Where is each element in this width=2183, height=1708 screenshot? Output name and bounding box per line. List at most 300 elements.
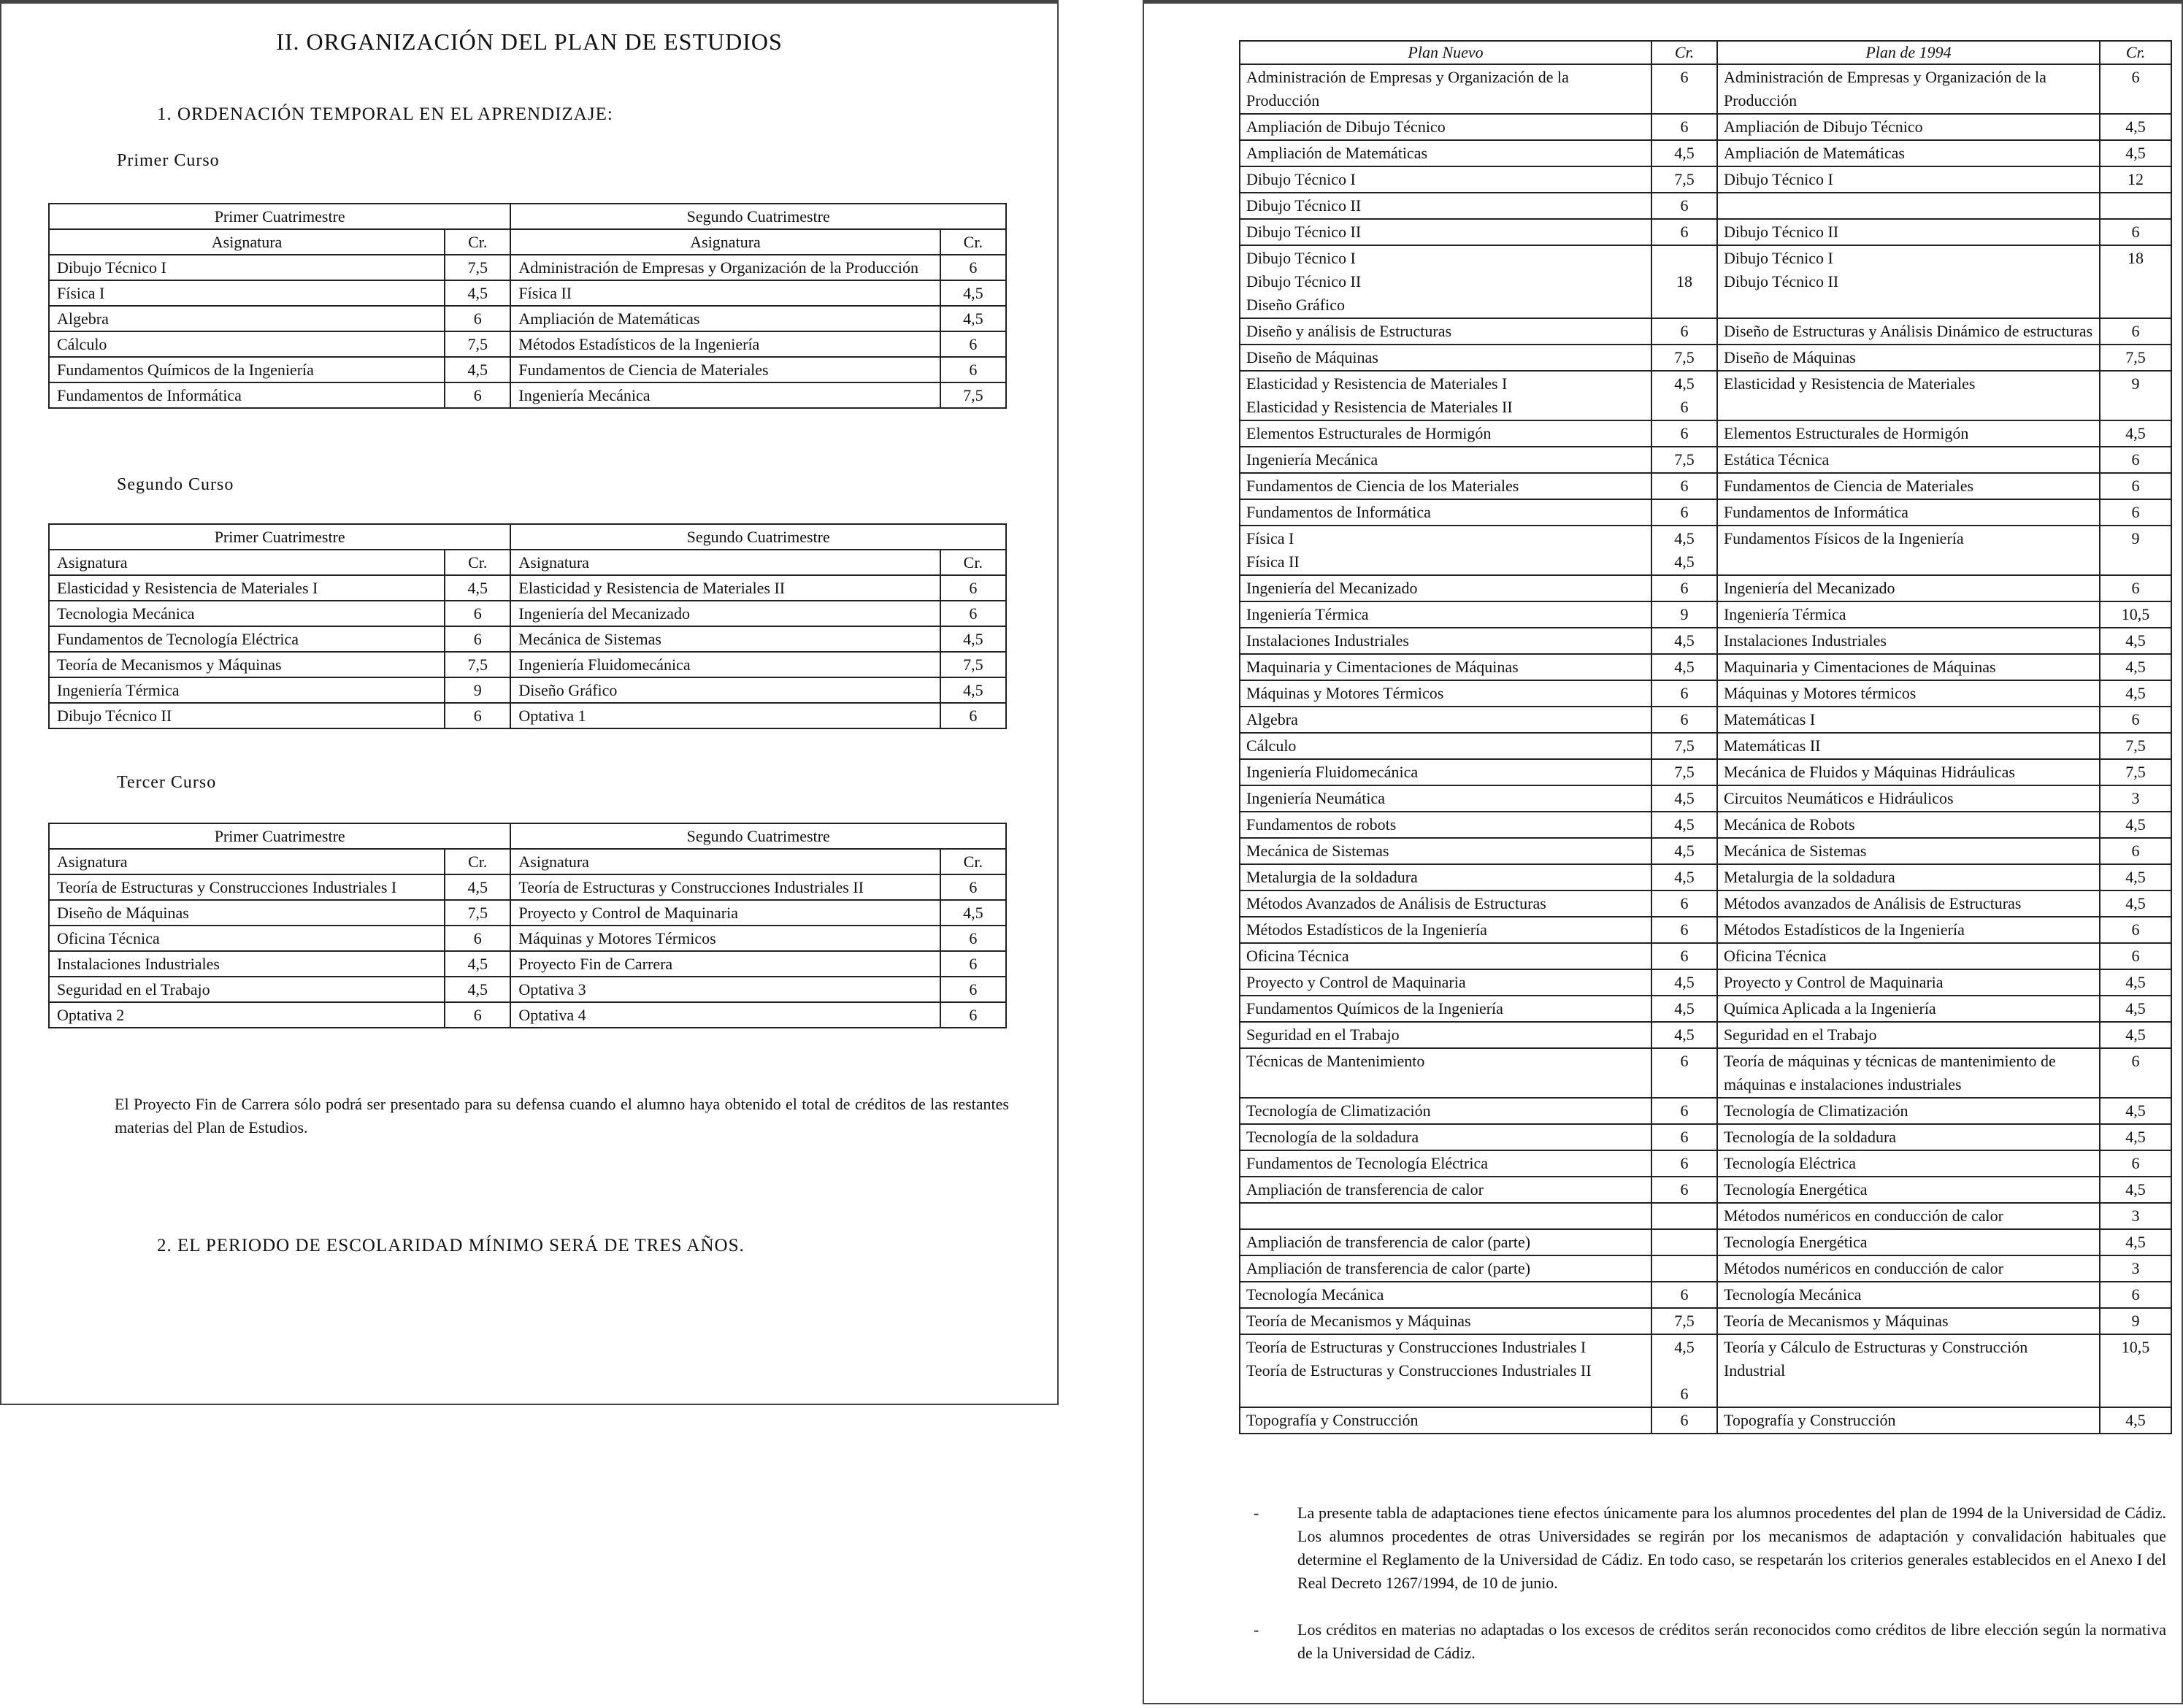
new-subject-cell: Topografía y Construcción (1240, 1407, 1651, 1434)
old-subject-cell: Métodos numéricos en conducción de calor (1717, 1203, 2100, 1229)
old-subject-cell: Mecánica de Robots (1717, 812, 2100, 838)
subject-cell: Fundamentos Químicos de la Ingeniería (49, 357, 445, 382)
new-credits-cell: 6 (1651, 420, 1717, 447)
old-credits-cell: 4,5 (2100, 1229, 2171, 1255)
credits-cell: 4,5 (445, 874, 510, 900)
old-subject-cell: Tecnología Energética (1717, 1229, 2100, 1255)
old-credits-cell: 6 (2100, 473, 2171, 499)
table-row (1240, 943, 2171, 969)
old-subject-cell: Tecnología de la soldadura (1717, 1124, 2100, 1150)
table-row (1240, 345, 2171, 371)
new-subject-cell: Proyecto y Control de Maquinaria (1240, 969, 1651, 996)
table-row (1240, 628, 2171, 654)
subject-cell: Ingeniería del Mecanizado (510, 601, 940, 626)
old-subject-cell: Circuitos Neumáticos e Hidráulicos (1717, 785, 2100, 812)
table-row (1240, 473, 2171, 499)
table-row (1240, 996, 2171, 1022)
subject-cell: Teoría de Estructuras y Construcciones Industriales II (510, 874, 940, 900)
table-row (1240, 499, 2171, 526)
credits-cell: 7,5 (940, 382, 1006, 408)
term-header-row (49, 823, 1006, 849)
table-row (49, 255, 1006, 280)
notes-list (1254, 1501, 2166, 1688)
table-row (1240, 166, 2171, 193)
old-credits-cell: 4,5 (2100, 1098, 2171, 1124)
table-row (1240, 812, 2171, 838)
table-row (49, 306, 1006, 331)
table-row (49, 951, 1006, 977)
subject-cell: Dibujo Técnico II (49, 703, 445, 728)
subject-cell: Mecánica de Sistemas (510, 626, 940, 652)
column-header-credits: Cr. (940, 550, 1006, 575)
new-credits-cell: 4,5 (1651, 812, 1717, 838)
new-subject-cell: Elementos Estructurales de Hormigón (1240, 420, 1651, 447)
course-title-3: Tercer Curso (117, 773, 217, 792)
new-credits-cell: 7,5 (1651, 166, 1717, 193)
column-header-credits: Cr. (445, 849, 510, 874)
column-header-subject: Asignatura (49, 849, 445, 874)
table-row (1240, 1124, 2171, 1150)
subject-cell: Métodos Estadísticos de la Ingeniería (510, 331, 940, 357)
old-subject-cell: Ingeniería del Mecanizado (1717, 575, 2100, 601)
table-row (1240, 140, 2171, 166)
old-credits-cell: 4,5 (2100, 996, 2171, 1022)
subject-cell: Proyecto y Control de Maquinaria (510, 900, 940, 926)
old-credits-cell: 6 (2100, 917, 2171, 943)
credits-cell: 6 (940, 601, 1006, 626)
old-credits-cell: 6 (2100, 318, 2171, 345)
new-subject-cell: Fundamentos de Informática (1240, 499, 1651, 526)
new-subject-cell: Administración de Empresas y Organización de la Producción (1240, 64, 1651, 114)
new-credits-cell: 7,5 (1651, 759, 1717, 785)
old-credits-cell: 3 (2100, 1203, 2171, 1229)
table-row (49, 1002, 1006, 1028)
credits-cell: 4,5 (940, 280, 1006, 306)
adaptation-table (1239, 40, 2172, 1434)
old-subject-cell: Métodos avanzados de Análisis de Estructuras (1717, 890, 2100, 917)
old-subject-cell: Administración de Empresas y Organización de la Producción (1717, 64, 2100, 114)
credits-cell: 4,5 (445, 357, 510, 382)
old-credits-cell: 4,5 (2100, 1177, 2171, 1203)
old-credits-cell: 4,5 (2100, 140, 2171, 166)
new-subject-cell: Dibujo Técnico II (1240, 193, 1651, 219)
left-page (0, 0, 1059, 1405)
table-row (1240, 1407, 2171, 1434)
credits-cell: 4,5 (445, 575, 510, 601)
old-credits-cell: 4,5 (2100, 864, 2171, 890)
new-subject-cell: Máquinas y Motores Térmicos (1240, 680, 1651, 707)
course-table-tercer-curso (48, 823, 1007, 1028)
table-row (1240, 371, 2171, 420)
note-text: La presente tabla de adaptaciones tiene efectos únicamente para los alumnos procedentes del plan de 1994 de la Universidad de Cádiz. Los alumnos procedentes de otras Universidades se regirán por los mecanismos de adaptación y convalidación habituales que determine el Reglamento de la Universidad de Cádiz. En todo caso, se respetarán los criterios generales establecidos en el Anexo I del Real Decreto 1267/1994, de 10 de junio. (1297, 1504, 2166, 1592)
old-subject-cell: Métodos numéricos en conducción de calor (1717, 1255, 2100, 1282)
column-header-credits: Cr. (445, 229, 510, 255)
new-credits-cell: 7,5 (1651, 447, 1717, 473)
table-row (1240, 1282, 2171, 1308)
subject-cell: Fundamentos de Tecnología Eléctrica (49, 626, 445, 652)
table-row (1240, 420, 2171, 447)
new-credits-cell: 4,5 6 (1651, 1334, 1717, 1407)
old-credits-cell: 9 (2100, 1308, 2171, 1334)
table-row (1240, 1022, 2171, 1048)
first-term-header: Primer Cuatrimestre (49, 204, 510, 229)
credits-cell: 4,5 (940, 626, 1006, 652)
old-credits-cell: 4,5 (2100, 628, 2171, 654)
table-row (1240, 890, 2171, 917)
credits-cell: 6 (940, 255, 1006, 280)
new-subject-cell: Física I Física II (1240, 526, 1651, 575)
old-credits-cell: 4,5 (2100, 1407, 2171, 1434)
new-credits-cell (1651, 1255, 1717, 1282)
new-credits-cell: 7,5 (1651, 345, 1717, 371)
old-subject-cell: Fundamentos de Informática (1717, 499, 2100, 526)
new-subject-cell: Ingeniería Fluidomecánica (1240, 759, 1651, 785)
old-subject-cell: Oficina Técnica (1717, 943, 2100, 969)
new-credits-cell: 9 (1651, 601, 1717, 628)
new-subject-cell: Tecnología Mecánica (1240, 1282, 1651, 1308)
credits-cell: 6 (940, 703, 1006, 728)
second-term-header: Segundo Cuatrimestre (510, 204, 1006, 229)
column-header-credits: Cr. (940, 229, 1006, 255)
old-subject-cell: Matemáticas I (1717, 707, 2100, 733)
new-credits-cell: 6 (1651, 1048, 1717, 1098)
old-credits-cell: 6 (2100, 447, 2171, 473)
new-subject-cell: Ingeniería Neumática (1240, 785, 1651, 812)
new-subject-cell: Fundamentos de Ciencia de los Materiales (1240, 473, 1651, 499)
credits-cell: 6 (445, 626, 510, 652)
table-row (49, 280, 1006, 306)
subject-cell: Cálculo (49, 331, 445, 357)
column-header-row (49, 550, 1006, 575)
new-subject-cell: Seguridad en el Trabajo (1240, 1022, 1651, 1048)
table-row (1240, 114, 2171, 140)
new-credits-cell: 6 (1651, 193, 1717, 219)
new-credits-cell: 4,5 (1651, 140, 1717, 166)
new-credits-cell: 6 (1651, 64, 1717, 114)
table-row (49, 601, 1006, 626)
old-credits-cell: 9 (2100, 371, 2171, 420)
new-subject-cell: Fundamentos de Tecnología Eléctrica (1240, 1150, 1651, 1177)
first-term-header: Primer Cuatrimestre (49, 823, 510, 849)
new-subject-cell: Ampliación de transferencia de calor (parte) (1240, 1229, 1651, 1255)
old-subject-cell: Teoría y Cálculo de Estructuras y Construcción Industrial (1717, 1334, 2100, 1407)
old-subject-cell: Seguridad en el Trabajo (1717, 1022, 2100, 1048)
column-header-subject: Asignatura (49, 229, 445, 255)
old-credits-cell: 6 (2100, 1150, 2171, 1177)
subject-cell: Proyecto Fin de Carrera (510, 951, 940, 977)
new-credits-cell: 6 (1651, 1098, 1717, 1124)
subject-cell: Ingeniería Mecánica (510, 382, 940, 408)
new-subject-cell: Fundamentos Químicos de la Ingeniería (1240, 996, 1651, 1022)
old-subject-cell: Tecnología Mecánica (1717, 1282, 2100, 1308)
table-row (1240, 1098, 2171, 1124)
table-row (49, 703, 1006, 728)
new-subject-cell: Mecánica de Sistemas (1240, 838, 1651, 864)
new-subject-cell: Ampliación de transferencia de calor (parte) (1240, 1255, 1651, 1282)
old-subject-cell: Matemáticas II (1717, 733, 2100, 759)
section-title: II. ORGANIZACIÓN DEL PLAN DE ESTUDIOS (276, 28, 783, 55)
new-credits-cell: 6 (1651, 917, 1717, 943)
subject-cell: Algebra (49, 306, 445, 331)
subsection-2-heading: 2. EL PERIODO DE ESCOLARIDAD MÍNIMO SERÁ DE TRES AÑOS. (157, 1236, 745, 1255)
subject-cell: Teoría de Mecanismos y Máquinas (49, 652, 445, 677)
new-credits-cell: 4,5 (1651, 838, 1717, 864)
old-subject-cell: Diseño de Máquinas (1717, 345, 2100, 371)
old-subject-cell: Fundamentos Físicos de la Ingeniería (1717, 526, 2100, 575)
subject-cell: Máquinas y Motores Térmicos (510, 926, 940, 951)
new-credits-cell: 6 (1651, 943, 1717, 969)
old-credits-cell: 4,5 (2100, 1022, 2171, 1048)
table-row (1240, 1255, 2171, 1282)
credits-cell: 4,5 (940, 306, 1006, 331)
table-row (1240, 1150, 2171, 1177)
new-credits-cell: 6 (1651, 707, 1717, 733)
old-credits-cell: 6 (2100, 838, 2171, 864)
old-credits-cell: 6 (2100, 1048, 2171, 1098)
subject-cell: Elasticidad y Resistencia de Materiales II (510, 575, 940, 601)
table-row (1240, 601, 2171, 628)
new-subject-cell: Oficina Técnica (1240, 943, 1651, 969)
table-row (49, 382, 1006, 408)
old-credits-cell: 10,5 (2100, 1334, 2171, 1407)
table-row (1240, 318, 2171, 345)
table-row (1240, 1048, 2171, 1098)
new-credits-cell: 6 (1651, 219, 1717, 245)
credits-cell: 6 (445, 601, 510, 626)
project-note: El Proyecto Fin de Carrera sólo podrá ser presentado para su defensa cuando el alumno haya obtenido el total de créditos de las restantes materias del Plan de Estudios. (115, 1095, 1009, 1136)
table-row (1240, 1203, 2171, 1229)
note-item (1254, 1618, 2166, 1665)
credits-cell: 9 (445, 677, 510, 703)
new-credits-cell: 7,5 (1651, 733, 1717, 759)
column-header-subject: Asignatura (510, 550, 940, 575)
subject-cell: Tecnologia Mecánica (49, 601, 445, 626)
new-subject-cell: Diseño de Máquinas (1240, 345, 1651, 371)
old-credits-cell: 7,5 (2100, 733, 2171, 759)
old-subject-cell: Elementos Estructurales de Hormigón (1717, 420, 2100, 447)
table-row (1240, 1177, 2171, 1203)
subject-cell: Optativa 4 (510, 1002, 940, 1028)
table-row (1240, 759, 2171, 785)
table-row (1240, 447, 2171, 473)
new-credits-cell: 6 (1651, 680, 1717, 707)
new-subject-cell: Ingeniería del Mecanizado (1240, 575, 1651, 601)
credits-cell: 6 (940, 977, 1006, 1002)
subject-cell: Instalaciones Industriales (49, 951, 445, 977)
course-title-2: Segundo Curso (117, 475, 234, 494)
new-subject-cell: Elasticidad y Resistencia de Materiales I Elasticidad y Resistencia de Materiales II (1240, 371, 1651, 420)
new-credits-cell: 6 (1651, 473, 1717, 499)
new-subject-cell: Maquinaria y Cimentaciones de Máquinas (1240, 654, 1651, 680)
old-credits-cell: 6 (2100, 575, 2171, 601)
column-header-subject: Asignatura (510, 229, 940, 255)
old-credits-cell: 12 (2100, 166, 2171, 193)
subject-cell: Optativa 2 (49, 1002, 445, 1028)
subject-cell: Seguridad en el Trabajo (49, 977, 445, 1002)
old-credits-cell: 4,5 (2100, 420, 2171, 447)
table-row (1240, 838, 2171, 864)
old-subject-cell: Proyecto y Control de Maquinaria (1717, 969, 2100, 996)
credits-cell: 6 (445, 382, 510, 408)
table-row (49, 626, 1006, 652)
old-subject-cell: Elasticidad y Resistencia de Materiales (1717, 371, 2100, 420)
old-subject-cell: Metalurgia de la soldadura (1717, 864, 2100, 890)
new-subject-cell: Métodos Avanzados de Análisis de Estructuras (1240, 890, 1651, 917)
old-subject-cell: Ingeniería Térmica (1717, 601, 2100, 628)
new-subject-cell: Técnicas de Mantenimiento (1240, 1048, 1651, 1098)
old-credits-cell (2100, 193, 2171, 219)
subject-cell: Administración de Empresas y Organización de la Producción (510, 255, 940, 280)
column-header-subject: Asignatura (510, 849, 940, 874)
old-credits-cell: 6 (2100, 64, 2171, 114)
old-subject-cell: Instalaciones Industriales (1717, 628, 2100, 654)
table-row (1240, 969, 2171, 996)
new-credits-cell: 6 (1651, 1282, 1717, 1308)
credits-cell: 6 (940, 357, 1006, 382)
column-header-credits: Cr. (940, 849, 1006, 874)
credits-cell: 6 (940, 926, 1006, 951)
dash-bullet: - (1254, 1504, 1259, 1522)
new-subject-cell: Tecnología de Climatización (1240, 1098, 1651, 1124)
new-credits-cell: 4,5 4,5 (1651, 526, 1717, 575)
old-credits-cell: 6 (2100, 707, 2171, 733)
credits-cell: 4,5 (445, 280, 510, 306)
old-subject-cell: Ampliación de Dibujo Técnico (1717, 114, 2100, 140)
table-row (1240, 654, 2171, 680)
old-credits-cell: 6 (2100, 219, 2171, 245)
old-subject-cell: Teoría de máquinas y técnicas de mantenimiento de máquinas e instalaciones industriales (1717, 1048, 2100, 1098)
old-subject-cell: Tecnología Energética (1717, 1177, 2100, 1203)
subject-cell: Ampliación de Matemáticas (510, 306, 940, 331)
new-subject-cell: Algebra (1240, 707, 1651, 733)
note-text: Los créditos en materias no adaptadas o los excesos de créditos serán reconocidos como créditos de libre elección según la normativa de la Universidad de Cádiz. (1297, 1620, 2166, 1662)
new-credits-cell: 6 (1651, 890, 1717, 917)
subject-cell: Ingeniería Térmica (49, 677, 445, 703)
credits-cell: 6 (940, 331, 1006, 357)
new-credits-cell: 4,5 (1651, 1022, 1717, 1048)
new-credits-cell: 6 (1651, 575, 1717, 601)
column-header-credits: Cr. (445, 550, 510, 575)
new-subject-cell: Ingeniería Térmica (1240, 601, 1651, 628)
table-row (1240, 245, 2171, 318)
subject-cell: Física I (49, 280, 445, 306)
old-subject-cell: Diseño de Estructuras y Análisis Dinámico de estructuras (1717, 318, 2100, 345)
credits-cell: 6 (445, 306, 510, 331)
old-subject-cell: Tecnología Eléctrica (1717, 1150, 2100, 1177)
table-row (49, 357, 1006, 382)
second-term-header: Segundo Cuatrimestre (510, 524, 1006, 550)
header-new-plan: Plan Nuevo (1240, 41, 1651, 64)
table-row (1240, 219, 2171, 245)
table-row (49, 575, 1006, 601)
old-subject-cell: Dibujo Técnico II (1717, 219, 2100, 245)
old-credits-cell: 3 (2100, 1255, 2171, 1282)
credits-cell: 6 (940, 1002, 1006, 1028)
old-credits-cell: 4,5 (2100, 1124, 2171, 1150)
old-subject-cell: Dibujo Técnico I (1717, 166, 2100, 193)
course-table-primer-curso (48, 203, 1007, 409)
credits-cell: 6 (445, 703, 510, 728)
table-row (1240, 864, 2171, 890)
subject-cell: Diseño Gráfico (510, 677, 940, 703)
old-subject-cell: Máquinas y Motores térmicos (1717, 680, 2100, 707)
table-row (49, 926, 1006, 951)
old-subject-cell: Química Aplicada a la Ingeniería (1717, 996, 2100, 1022)
new-subject-cell: Dibujo Técnico I Dibujo Técnico II Diseño Gráfico (1240, 245, 1651, 318)
credits-cell: 4,5 (940, 677, 1006, 703)
table-row (1240, 733, 2171, 759)
old-credits-cell: 7,5 (2100, 345, 2171, 371)
credits-cell: 4,5 (445, 951, 510, 977)
column-header-row (49, 849, 1006, 874)
new-subject-cell: Ampliación de Matemáticas (1240, 140, 1651, 166)
table-row (1240, 64, 2171, 114)
credits-cell: 6 (445, 1002, 510, 1028)
credits-cell: 6 (940, 575, 1006, 601)
new-subject-cell: Ampliación de Dibujo Técnico (1240, 114, 1651, 140)
table-row (49, 874, 1006, 900)
table-row (1240, 1308, 2171, 1334)
new-subject-cell: Fundamentos de robots (1240, 812, 1651, 838)
old-subject-cell: Maquinaria y Cimentaciones de Máquinas (1717, 654, 2100, 680)
old-subject-cell: Fundamentos de Ciencia de Materiales (1717, 473, 2100, 499)
table-row (1240, 1334, 2171, 1407)
new-subject-cell: Teoría de Mecanismos y Máquinas (1240, 1308, 1651, 1334)
table-row (49, 677, 1006, 703)
subsection-1-heading: 1. ORDENACIÓN TEMPORAL EN EL APRENDIZAJE: (157, 104, 613, 124)
credits-cell: 7,5 (445, 652, 510, 677)
subject-cell: Fundamentos de Ciencia de Materiales (510, 357, 940, 382)
table-row (1240, 526, 2171, 575)
subject-cell: Optativa 3 (510, 977, 940, 1002)
header-credits-old: Cr. (2100, 41, 2171, 64)
new-subject-cell: Métodos Estadísticos de la Ingeniería (1240, 917, 1651, 943)
new-credits-cell: 6 (1651, 114, 1717, 140)
old-credits-cell: 6 (2100, 1282, 2171, 1308)
table-row (1240, 575, 2171, 601)
table-row (1240, 1229, 2171, 1255)
table-row (1240, 193, 2171, 219)
old-credits-cell: 4,5 (2100, 680, 2171, 707)
dash-bullet: - (1254, 1620, 1259, 1639)
subject-cell: Teoría de Estructuras y Construcciones Industriales I (49, 874, 445, 900)
old-subject-cell: Tecnología de Climatización (1717, 1098, 2100, 1124)
old-subject-cell: Mecánica de Sistemas (1717, 838, 2100, 864)
old-credits-cell: 4,5 (2100, 969, 2171, 996)
table-row (1240, 917, 2171, 943)
header-old-plan: Plan de 1994 (1717, 41, 2100, 64)
subject-cell: Elasticidad y Resistencia de Materiales I (49, 575, 445, 601)
subject-cell: Física II (510, 280, 940, 306)
new-subject-cell: Ingeniería Mecánica (1240, 447, 1651, 473)
old-credits-cell: 10,5 (2100, 601, 2171, 628)
new-credits-cell: 6 (1651, 1177, 1717, 1203)
old-credits-cell: 4,5 (2100, 654, 2171, 680)
subject-cell: Optativa 1 (510, 703, 940, 728)
new-subject-cell: Cálculo (1240, 733, 1651, 759)
old-subject-cell: Dibujo Técnico I Dibujo Técnico II (1717, 245, 2100, 318)
new-credits-cell: 4,5 (1651, 996, 1717, 1022)
old-credits-cell: 9 (2100, 526, 2171, 575)
subject-cell: Oficina Técnica (49, 926, 445, 951)
subject-cell: Dibujo Técnico I (49, 255, 445, 280)
old-credits-cell: 6 (2100, 499, 2171, 526)
new-credits-cell: 4,5 (1651, 654, 1717, 680)
credits-cell: 7,5 (445, 331, 510, 357)
new-subject-cell: Diseño y análisis de Estructuras (1240, 318, 1651, 345)
new-subject-cell: Instalaciones Industriales (1240, 628, 1651, 654)
subject-cell: Diseño de Máquinas (49, 900, 445, 926)
